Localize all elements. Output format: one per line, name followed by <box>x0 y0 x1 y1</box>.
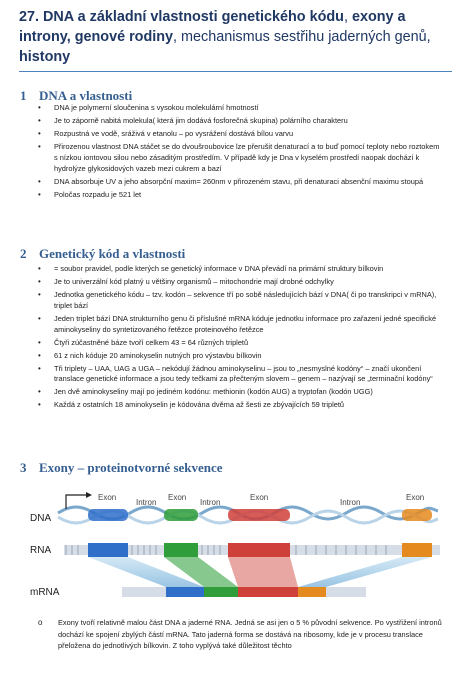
splice-bands <box>88 557 432 587</box>
exon-label: Exon <box>98 493 117 502</box>
title-part-2: exony a introny, genové rodiny <box>19 9 406 45</box>
list-item-text: Jeden triplet bází DNA strukturního genu či příslušné mRNA kóduje jednotku informace pro zařazení jedné specifické aminokyseliny do syntetizovaného řetězce proteinového řetězce <box>54 313 437 334</box>
bullet-icon: • <box>38 189 41 199</box>
intron-label: Intron <box>340 498 361 507</box>
list-item <box>38 387 443 398</box>
rna-exon-2 <box>164 543 198 557</box>
list-item <box>38 364 443 386</box>
dna-exon-4 <box>402 509 432 521</box>
list-item-text: Jen dvě aminokyseliny mají po jediném kodónu: methionin (kodón AUG) a tryptofan (kodón UGG) <box>54 387 373 397</box>
title-part-1: 27. DNA a základní vlastnosti genetického kódu <box>19 9 344 25</box>
bullet-icon: • <box>38 400 41 410</box>
dna-helix <box>58 507 438 523</box>
list-item-text: Každá z ostatních 18 aminokyselin je kódována dvěma až šesti ze zbývajících 59 tripletů <box>54 400 345 410</box>
title-underline <box>19 71 452 72</box>
list-item <box>38 351 443 362</box>
bullet-icon: • <box>38 176 41 186</box>
list-marker-icon: o <box>38 618 43 627</box>
list-item-text: DNA absorbuje UV a jeho absorpční maxim= 260nm v přirozeném stavu, při denaturaci absenční maximu stoupá <box>54 176 424 186</box>
list-item-text: Je to univerzální kód platný u většiny organismů – mitochondrie mají drobné odchylky <box>54 276 334 286</box>
dna-exon-3 <box>228 509 290 521</box>
bullet-icon: • <box>38 289 41 299</box>
rna-strand <box>64 543 440 557</box>
title-separator: , <box>343 9 352 25</box>
section-title: DNA a vlastnosti <box>39 88 133 103</box>
section-heading-3 <box>20 460 223 476</box>
bullet-icon: • <box>38 363 41 373</box>
bullet-icon: • <box>38 276 41 286</box>
section-1-bullet-list <box>38 103 443 203</box>
splice-band-4 <box>298 557 432 587</box>
list-item-text: Poločas rozpadu je 521 let <box>54 189 142 199</box>
list-item <box>38 116 443 127</box>
mrna-exon-1 <box>166 587 204 597</box>
mrna-leader <box>122 587 166 597</box>
section-number: 3 <box>20 460 27 475</box>
mrna-label: mRNA <box>30 587 60 598</box>
mrna-tail <box>326 587 366 597</box>
mrna-exon-3 <box>238 587 298 597</box>
list-item-text: DNA je polymerní sloučenina s vysokou molekulární hmotností <box>54 103 259 112</box>
bullet-icon: • <box>38 337 41 347</box>
list-item-text: Tři triplety – UAA, UAG a UGA – nekódují žádnou aminokyselinu – jsou to „nesmyslné kodóny“ – značí ukončení translace genetické informace a jsou tedy tečkami za přečteným slovem – genem – nazývají se „terminační kodóny“ <box>54 363 433 384</box>
dna-label: DNA <box>30 513 52 524</box>
mrna-exon-4 <box>298 587 326 597</box>
list-item-text: Přirozenou vlastnost DNA stáčet se do dvoušroubovice lze přerušit denaturací a to buď pomocí teploty nebo roztokem s nízkou iontovou silou nebo zásaditým prostředím. V případě kdy je Dna v kyselém prostředí naopak dochází k hydrolýze glykosidových vazeb mezi cukrem a bazí <box>54 141 440 173</box>
exon-label: Exon <box>406 493 425 502</box>
splicing-diagram <box>26 487 446 607</box>
section-title: Genetický kód a vlastnosti <box>39 246 186 261</box>
bullet-icon: • <box>38 350 41 360</box>
section-2-bullet-list <box>38 264 443 413</box>
rna-exon-4 <box>402 543 432 557</box>
list-item-text: = soubor pravidel, podle kterých se genetický informace v DNA převádí na primární struktury bílkovin <box>54 264 384 273</box>
list-item-text: Čtyři zúčastněné báze tvoří celkem 43 = 64 různých tripletů <box>54 337 249 347</box>
list-item-text: Je to záporně nabitá molekula( která jim dodává fosforečná skupina) polárního charakteru <box>54 115 348 125</box>
bullet-icon: • <box>38 387 41 397</box>
rna-exon-3 <box>228 543 290 557</box>
list-item <box>38 314 443 336</box>
splice-band-3 <box>228 557 298 587</box>
section-title: Exony – proteinotvorné sekvence <box>39 460 223 475</box>
list-item-text: 61 z nich kóduje 20 aminokyselin nutných pro výstavbu bílkovin <box>54 350 262 360</box>
intron-label: Intron <box>136 498 157 507</box>
bullet-icon: • <box>38 128 41 138</box>
mrna-exon-2 <box>204 587 238 597</box>
section-heading-2 <box>20 246 185 262</box>
exon-label: Exon <box>250 493 269 502</box>
list-item <box>38 400 443 411</box>
exon-paragraph <box>38 617 450 652</box>
page-title <box>19 7 451 67</box>
mrna-strand <box>122 587 366 597</box>
list-item <box>38 190 443 201</box>
list-item <box>38 338 443 349</box>
rna-label: RNA <box>30 545 52 556</box>
list-item <box>38 264 443 275</box>
arrow-head-icon <box>86 492 92 498</box>
section-number: 2 <box>20 246 27 261</box>
list-item <box>38 129 443 140</box>
list-item <box>38 277 443 288</box>
section-number: 1 <box>20 88 27 103</box>
list-item-text: Jednotka genetického kódu – tzv. kodón – sekvence tří po sobě následujících bází v DNA( či po transkripci v mRNA), triplet bází <box>54 289 437 310</box>
title-part-4: histony <box>19 49 71 65</box>
intron-label: Intron <box>200 498 221 507</box>
exon-label: Exon <box>168 493 187 502</box>
list-item <box>38 177 443 188</box>
title-part-3: , mechanismus sestřihu jaderných genů, <box>173 29 431 45</box>
rna-exon-1 <box>88 543 128 557</box>
bullet-icon: • <box>38 313 41 323</box>
dna-exon-1 <box>88 509 128 521</box>
bullet-icon: • <box>38 264 41 273</box>
list-item <box>38 290 443 312</box>
list-item <box>38 142 443 174</box>
paragraph-text: Exony tvoří relativně malou část DNA a jaderné RNA. Jedná se asi jen o 5 % původní sekvence. Po vystřižení intronů dochází ke spojení zbylých částí mRNA. Tato jaderná forma se dostává na ribosomy, kde je v procesu translace přeložena do jednotlivých bílkovin. Z toho vyplývá také důležitost těchto <box>58 618 442 651</box>
bullet-icon: • <box>38 141 41 151</box>
list-item <box>38 103 443 114</box>
section-heading-1 <box>20 88 132 104</box>
dna-exon-2 <box>164 509 198 521</box>
bullet-icon: • <box>38 115 41 125</box>
list-item-text: Rozpustná ve vodě, sráživá v etanolu – po vysrážení dostává bílou varvu <box>54 128 294 138</box>
bullet-icon: • <box>38 103 41 112</box>
